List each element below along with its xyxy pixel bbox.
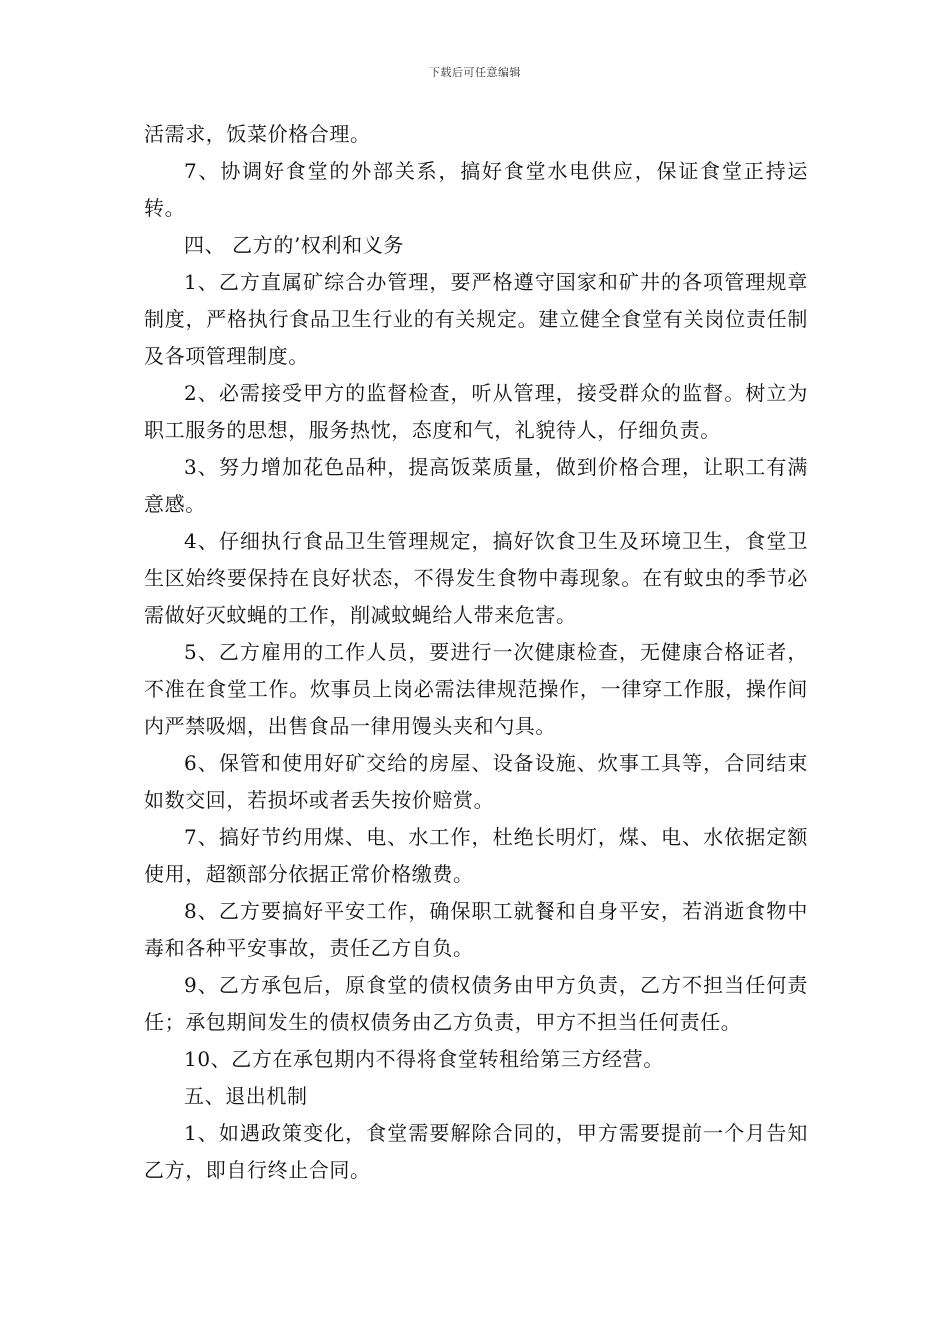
paragraph-item-4: 4、仔细执行食品卫生管理规定，搞好饮食卫生及环境卫生，食堂卫生区始终要保持在良好状态，不得发生食物中毒现象。在有蚊虫的季节必需做好灭蚊蝇的工作，削减蚊蝇给人带来危害。 [144, 529, 808, 627]
paragraph-item-8: 8、乙方要搞好平安工作，确保职工就餐和自身平安，若消逝食物中毒和各种平安事故，责任乙方自负。 [144, 899, 808, 960]
paragraph-item-1: 1、乙方直属矿综合办管理，要严格遵守国家和矿井的各项管理规章制度，严格执行食品卫生行业的有关规定。建立健全食堂有关岗位责任制及各项管理制度。 [144, 270, 808, 368]
section-heading-4: 四、 乙方的’权利和义务 [184, 233, 404, 257]
paragraph-item-5: 5、乙方雇用的工作人员，要进行一次健康检查，无健康合格证者，不准在食堂工作。炊事员上岗必需法律规范操作，一律穿工作服，操作间内严禁吸烟，出售食品一律用馒头夹和勺具。 [144, 640, 808, 738]
page-header-note: 下载后可任意编辑 [429, 66, 521, 79]
paragraph-item-9: 9、乙方承包后，原食堂的债权债务由甲方负责，乙方不担当任何责任；承包期间发生的债权债务由乙方负责，甲方不担当任何责任。 [144, 973, 808, 1034]
paragraph-item-10: 10、乙方在承包期内不得将食堂转租给第三方经营。 [184, 1047, 664, 1071]
document-body [144, 116, 808, 1189]
paragraph-continued: 活需求，饭菜价格合理。 [144, 122, 371, 146]
section-heading-5: 五、退出机制 [184, 1084, 308, 1108]
paragraph-item-7: 7、协调好食堂的外部关系，搞好食堂水电供应，保证食堂正持运转。 [144, 159, 808, 220]
paragraph-item-6: 6、保管和使用好矿交给的房屋、设备设施、炊事工具等，合同结束如数交回，若损坏或者丢失按价赔赏。 [144, 751, 808, 812]
paragraph-item-2: 2、必需接受甲方的监督检查，听从管理，接受群众的监督。树立为职工服务的思想，服务热忱，态度和气，礼貌待人，仔细负责。 [144, 381, 808, 442]
paragraph-item-7b: 7、搞好节约用煤、电、水工作，杜绝长明灯，煤、电、水依据定额使用，超额部分依据正常价格缴费。 [144, 825, 808, 886]
paragraph-exit-1: 1、如遇政策变化，食堂需要解除合同的，甲方需要提前一个月告知乙方，即自行终止合同。 [144, 1121, 808, 1182]
paragraph-item-3: 3、努力增加花色品种，提高饭菜质量，做到价格合理，让职工有满意感。 [144, 455, 808, 516]
